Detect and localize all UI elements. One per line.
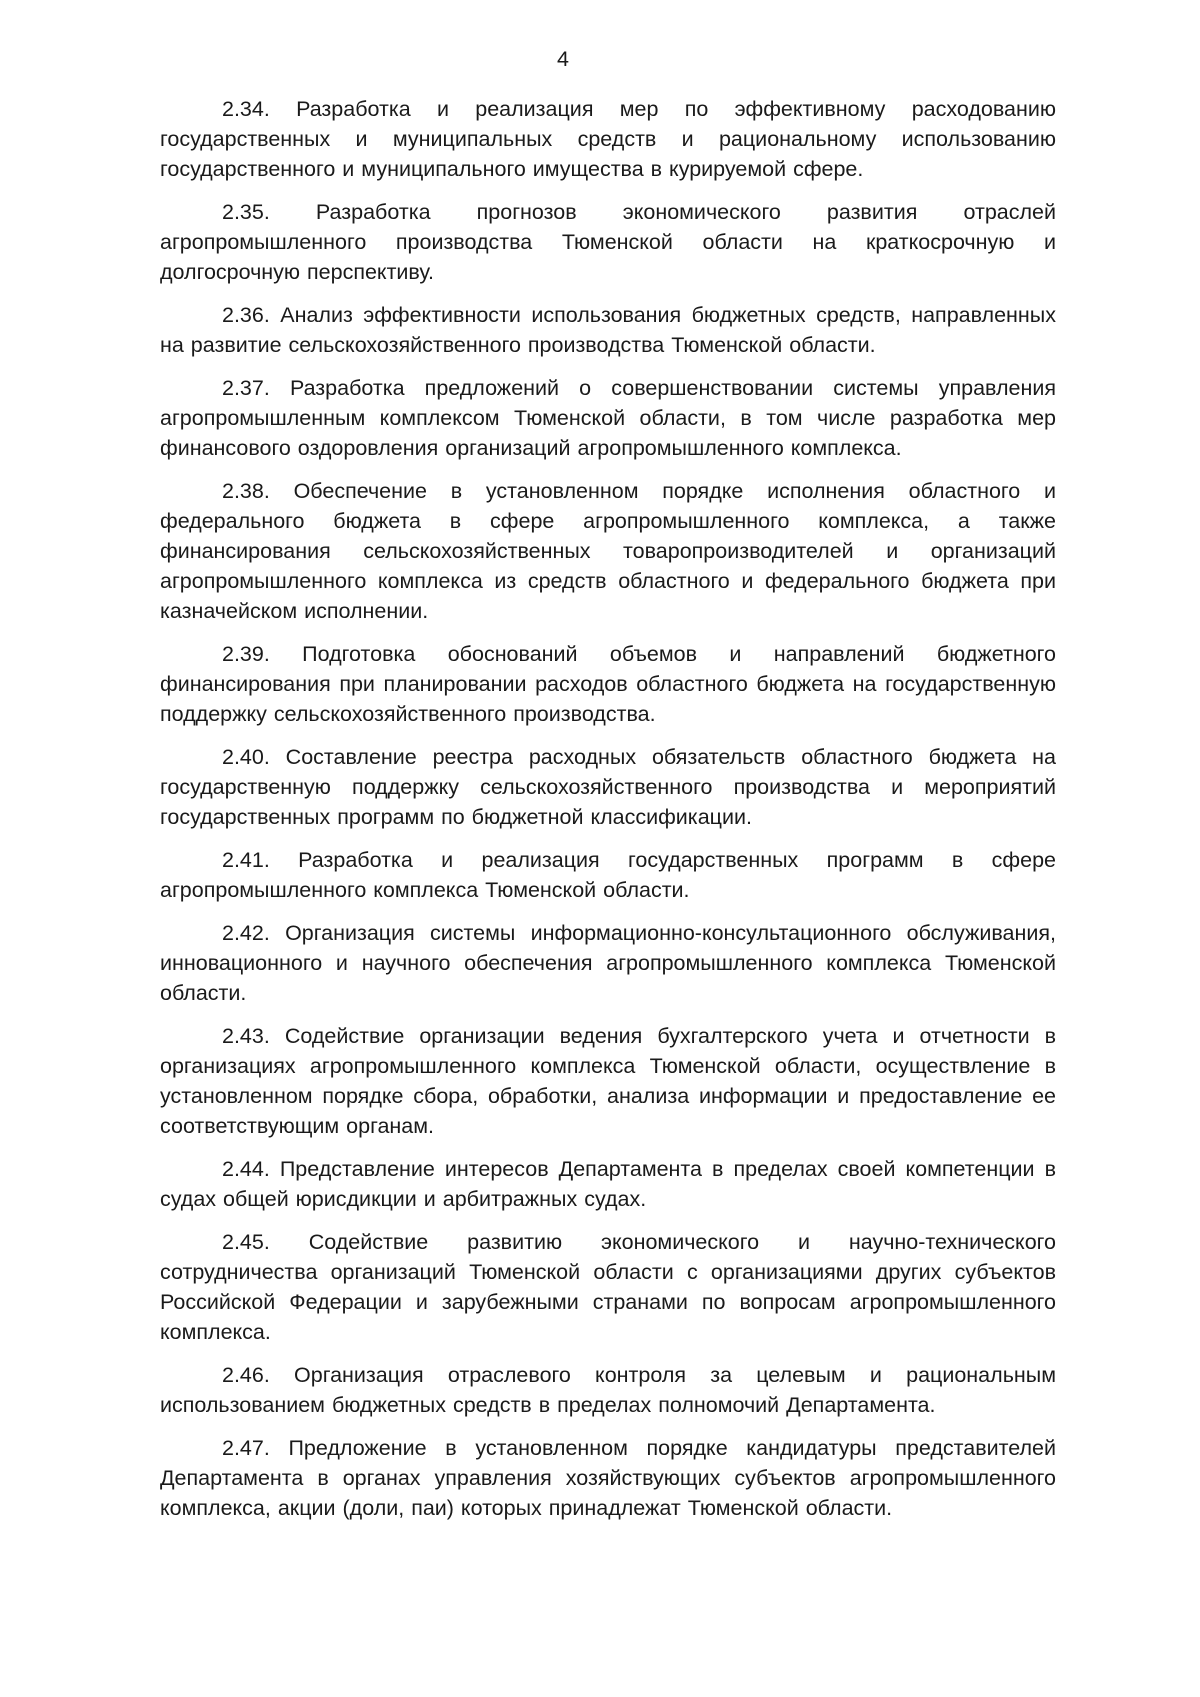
paragraph-2-36: 2.36. Анализ эффективности использования бюджетных средств, направленных на развитие сельскохозяйственного производства Тюменской области. <box>160 303 1056 357</box>
paragraph-2-47: 2.47. Предложение в установленном порядке кандидатуры представителей Департамента в органах управления хозяйствующих субъектов агропромышленного комплекса, акции (доли, паи) которых принадлежат Тюменской области. <box>160 1436 1056 1520</box>
paragraph-2-44: 2.44. Представление интересов Департамента в пределах своей компетенции в судах общей юрисдикции и арбитражных судах. <box>160 1157 1056 1211</box>
paragraph-2-46: 2.46. Организация отраслевого контроля за целевым и рациональным использованием бюджетных средств в пределах полномочий Департамента. <box>160 1363 1056 1417</box>
paragraph-2-37: 2.37. Разработка предложений о совершенствовании системы управления агропромышленным комплексом Тюменской области, в том числе разработка мер финансового оздоровления организаций агропромышленного комплекса. <box>160 376 1056 460</box>
paragraph-2-35: 2.35. Разработка прогнозов экономического развития отраслей агропромышленного производства Тюменской области на краткосрочную и долгосрочную перспективу. <box>160 200 1056 284</box>
paragraph-2-42: 2.42. Организация системы информационно-консультационного обслуживания, инновационного и научного обеспечения агропромышленного комплекса Тюменской области. <box>160 921 1056 1005</box>
paragraph-2-39: 2.39. Подготовка обоснований объемов и направлений бюджетного финансирования при планировании расходов областного бюджета на государственную поддержку сельскохозяйственного производства. <box>160 642 1056 726</box>
paragraph-2-45: 2.45. Содействие развитию экономического и научно-технического сотрудничества организаций Тюменской области с организациями других субъектов Российской Федерации и зарубежными странами по вопросам агропромышленного комплекса. <box>160 1230 1056 1344</box>
paragraph-2-43: 2.43. Содействие организации ведения бухгалтерского учета и отчетности в организациях агропромышленного комплекса Тюменской области, осуществление в установленном порядке сбора, обработки, анализа информации и предоставление ее соответствующим органам. <box>160 1024 1056 1138</box>
paragraph-2-38: 2.38. Обеспечение в установленном порядке исполнения областного и федерального бюджета в сфере агропромышленного комплекса, а также финансирования сельскохозяйственных товаропроизводителей и организаций агропромышленного комплекса из средств областного и федерального бюджета при казначейском исполнении. <box>160 479 1056 623</box>
page-number: 4 <box>557 47 569 71</box>
paragraph-2-40: 2.40. Составление реестра расходных обязательств областного бюджета на государственную поддержку сельскохозяйственного производства и мероприятий государственных программ по бюджетной классификации. <box>160 745 1056 829</box>
paragraph-2-41: 2.41. Разработка и реализация государственных программ в сфере агропромышленного комплекса Тюменской области. <box>160 848 1056 902</box>
paragraph-2-34: 2.34. Разработка и реализация мер по эффективному расходованию государственных и муниципальных средств и рациональному использованию государственного и муниципального имущества в курируемой сфере. <box>160 97 1056 181</box>
document-body <box>160 94 1056 1523</box>
